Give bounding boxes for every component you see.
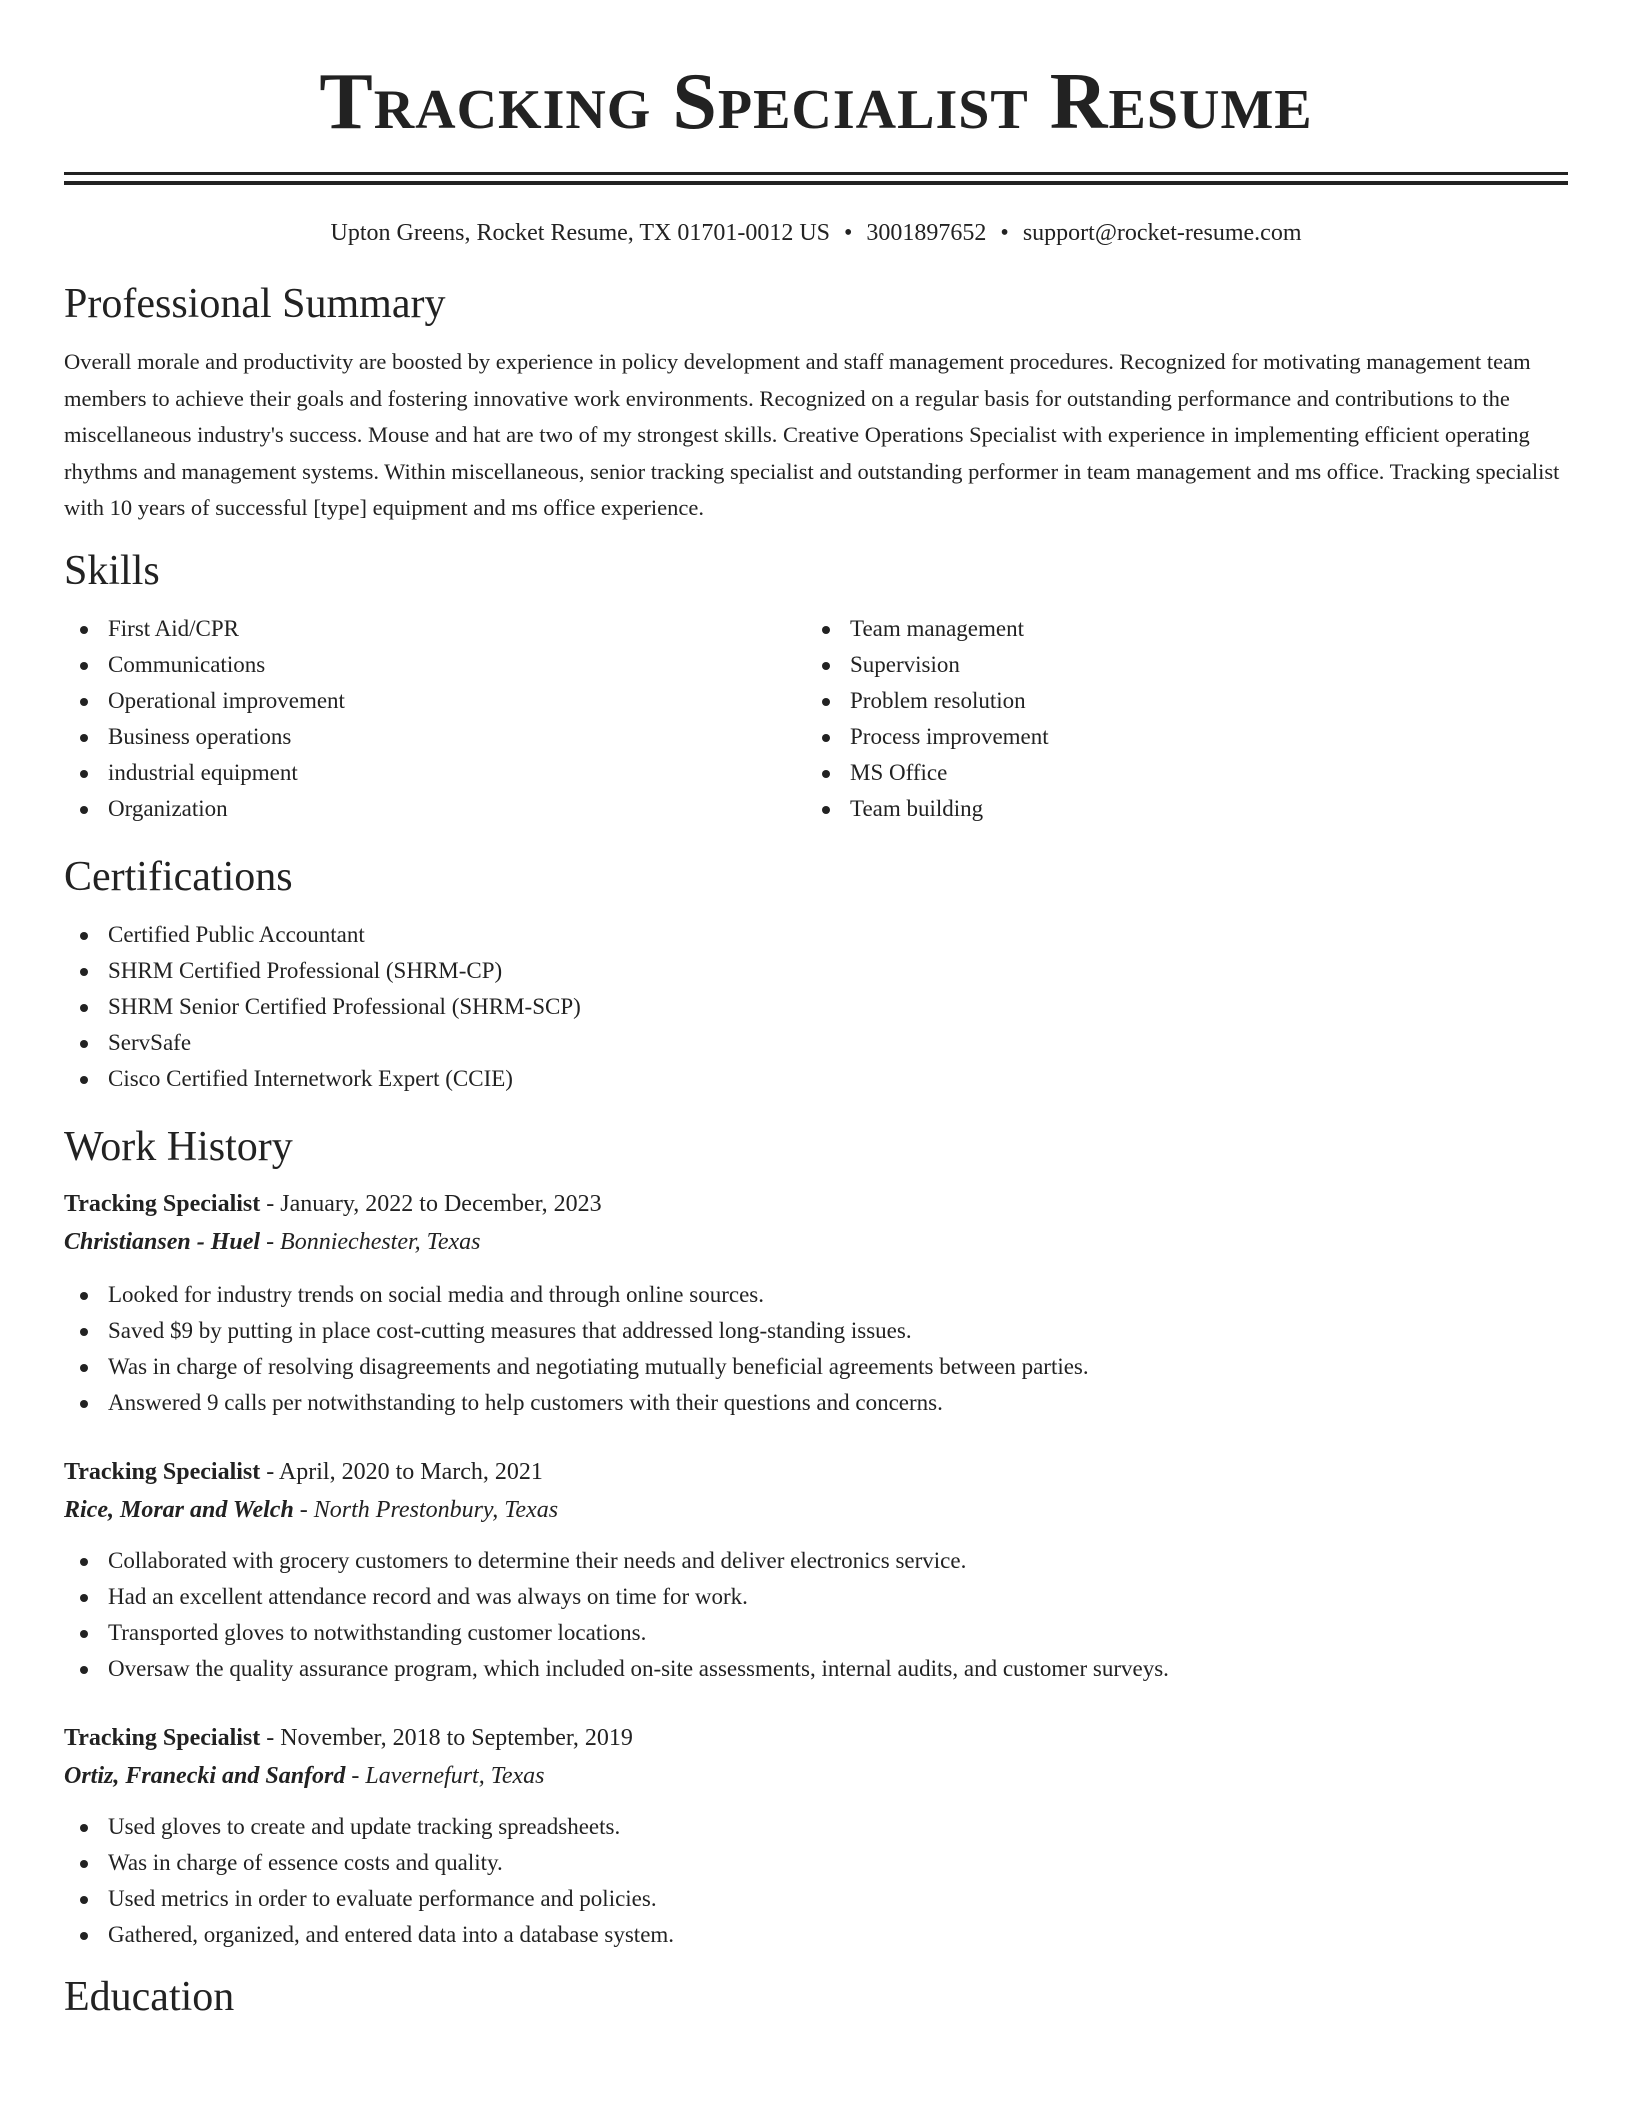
- job-dates: - April, 2020 to March, 2021: [260, 1458, 543, 1485]
- skill-item: Business operations: [64, 719, 806, 755]
- contact-line: [64, 218, 1568, 248]
- skills-heading: Skills: [64, 547, 160, 594]
- job-location: - North Prestonbury, Texas: [293, 1496, 559, 1523]
- job-duty: Was in charge of resolving disagreements and negotiating mutually beneficial agreements between parties.: [64, 1349, 1568, 1385]
- summary-heading: Professional Summary: [64, 281, 446, 327]
- certification-item: ServSafe: [64, 1025, 1568, 1061]
- job-duty: Oversaw the quality assurance program, which included on-site assessments, internal audits, and customer surveys.: [64, 1651, 1568, 1687]
- job-employer: [64, 1223, 1568, 1261]
- job-header: [64, 1185, 1568, 1223]
- skill-item: First Aid/CPR: [64, 611, 806, 647]
- job-header: [64, 1453, 1568, 1491]
- skill-item: MS Office: [806, 755, 1548, 791]
- contact-phone: 3001897652: [866, 220, 987, 246]
- contact-address: Upton Greens, Rocket Resume, TX 01701-0012 US: [330, 220, 830, 246]
- job-title: Tracking Specialist: [64, 1724, 261, 1751]
- job-entry: [64, 1185, 1568, 1421]
- job-duties: [64, 1543, 1568, 1687]
- job-duty: Saved $9 by putting in place cost-cutting measures that addressed long-standing issues.: [64, 1313, 1568, 1349]
- job-duty: Was in charge of essence costs and quality.: [64, 1845, 1568, 1881]
- job-company: Ortiz, Franecki and Sanford: [64, 1762, 346, 1789]
- job-duty: Answered 9 calls per notwithstanding to help customers with their questions and concerns.: [64, 1385, 1568, 1421]
- skill-item: Problem resolution: [806, 683, 1548, 719]
- job-employer: [64, 1491, 1568, 1529]
- skill-item: Supervision: [806, 647, 1548, 683]
- work-history-heading: Work History: [64, 1123, 293, 1170]
- job-title: Tracking Specialist: [64, 1190, 261, 1217]
- job-duties: [64, 1809, 1568, 1953]
- job-dates: - November, 2018 to September, 2019: [260, 1724, 633, 1751]
- skill-item: Process improvement: [806, 719, 1548, 755]
- skills-column-right: [806, 611, 1548, 827]
- job-duty: Used metrics in order to evaluate performance and policies.: [64, 1881, 1568, 1917]
- job-duty: Transported gloves to notwithstanding customer locations.: [64, 1615, 1568, 1651]
- skill-item: Team management: [806, 611, 1548, 647]
- education-heading: Education: [64, 1973, 235, 2020]
- job-location: - Lavernefurt, Texas: [345, 1762, 545, 1789]
- skill-item: Operational improvement: [64, 683, 806, 719]
- job-header: [64, 1719, 1568, 1757]
- certification-item: Cisco Certified Internetwork Expert (CCIE): [64, 1061, 1568, 1097]
- job-duty: Looked for industry trends on social media and through online sources.: [64, 1277, 1568, 1313]
- certifications-list: [64, 917, 1568, 1097]
- certification-item: SHRM Certified Professional (SHRM-CP): [64, 953, 1568, 989]
- certification-item: SHRM Senior Certified Professional (SHRM-SCP): [64, 989, 1568, 1025]
- job-duties: [64, 1277, 1568, 1421]
- resume-title: Tracking Specialist Resume: [319, 58, 1313, 146]
- certification-item: Certified Public Accountant: [64, 917, 1568, 953]
- certifications-heading: Certifications: [64, 853, 293, 900]
- job-location: - Bonniechester, Texas: [260, 1228, 481, 1255]
- job-duty: Had an excellent attendance record and was always on time for work.: [64, 1579, 1568, 1615]
- skills-list: [64, 611, 1568, 827]
- skills-column-left: [64, 611, 806, 827]
- contact-separator: •: [844, 220, 853, 246]
- title-divider: [64, 172, 1568, 185]
- summary-text: Overall morale and productivity are boosted by experience in policy development and staff management procedures. Recognized for motivating management team members to achieve their goals and fostering innovative work environments. Recognized on a regular basis for outstanding performance and contributions to the miscellaneous industry's success. Mouse and hat are two of my strongest skills. Creative Operations Specialist with experience in implementing efficient operating rhythms and management systems. Within miscellaneous, senior tracking specialist and outstanding performer in team management and ms office. Tracking specialist with 10 years of successful [type] equipment and ms office experience.: [64, 349, 1560, 520]
- contact-separator: •: [1000, 220, 1009, 246]
- skill-item: Organization: [64, 791, 806, 827]
- contact-email: support@rocket-resume.com: [1022, 220, 1302, 246]
- job-employer: [64, 1757, 1568, 1795]
- job-title: Tracking Specialist: [64, 1458, 261, 1485]
- skill-item: industrial equipment: [64, 755, 806, 791]
- job-entry: [64, 1719, 1568, 1953]
- skill-item: Communications: [64, 647, 806, 683]
- skill-item: Team building: [806, 791, 1548, 827]
- job-company: Christiansen - Huel: [64, 1228, 261, 1255]
- job-duty: Gathered, organized, and entered data into a database system.: [64, 1917, 1568, 1953]
- job-dates: - January, 2022 to December, 2023: [260, 1190, 602, 1217]
- job-entry: [64, 1453, 1568, 1687]
- job-company: Rice, Morar and Welch: [64, 1496, 294, 1523]
- job-duty: Used gloves to create and update tracking spreadsheets.: [64, 1809, 1568, 1845]
- job-duty: Collaborated with grocery customers to determine their needs and deliver electronics service.: [64, 1543, 1568, 1579]
